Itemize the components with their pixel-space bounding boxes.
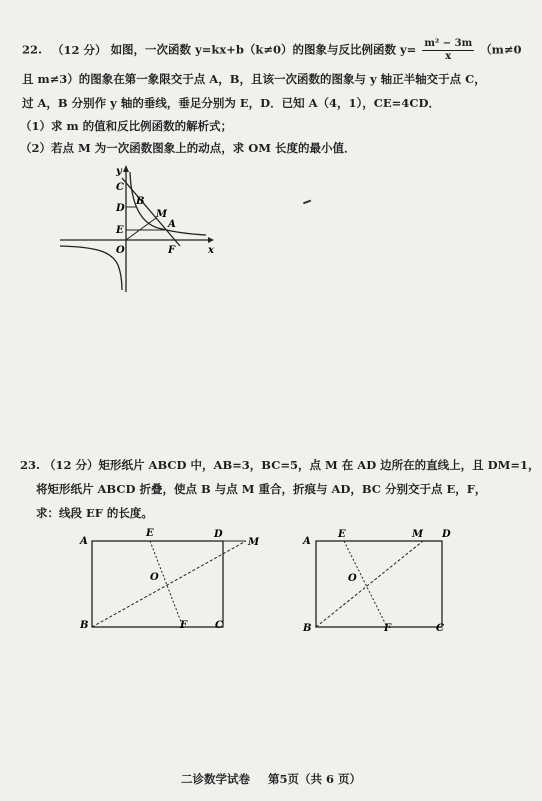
q23-line3: 求：线段 EF 的长度。 — [36, 506, 153, 520]
label-a-2: A — [303, 536, 311, 547]
q22-number: 22. — [22, 42, 43, 57]
q23-line1-text: （12 分）矩形纸片 ABCD 中，AB=3，BC=5，点 M 在 AD 边所在的直线上，且 DM=1， — [44, 458, 540, 472]
label-c: C — [116, 182, 124, 193]
rectangle-abcd — [92, 541, 223, 627]
label-d-2: D — [442, 529, 451, 540]
q22-fraction — [422, 38, 474, 63]
label-a: A — [80, 536, 88, 547]
label-f-2: F — [384, 623, 392, 634]
label-d: D — [214, 529, 223, 540]
q23-line1 — [20, 457, 540, 473]
q23-figure-2 — [296, 524, 461, 636]
label-m: M — [248, 537, 260, 548]
label-d: D — [116, 203, 125, 214]
label-m: M — [156, 209, 168, 220]
label-y: y — [116, 166, 122, 177]
q22-figure — [58, 160, 228, 295]
x-axis-arrow-icon — [208, 237, 214, 243]
footer-page: 第5页（共 6 页） — [268, 772, 362, 786]
label-e: E — [146, 528, 154, 539]
label-c-2: C — [436, 623, 444, 634]
label-f: F — [180, 620, 188, 631]
q22-line1 — [22, 38, 522, 63]
linear-function-line — [122, 178, 180, 246]
label-o: O — [150, 572, 159, 583]
label-f: F — [168, 245, 176, 256]
label-a: A — [168, 219, 176, 230]
label-c: C — [215, 620, 223, 631]
segment-bm-dashed-2 — [316, 541, 423, 627]
q23-line2: 将矩形纸片 ABCD 折叠，使点 B 与点 M 重合，折痕与 AD，BC 分别交于点 E，F， — [36, 482, 487, 496]
q22-line1-b: （m≠0 — [480, 42, 522, 57]
label-m-2: M — [412, 529, 424, 540]
q23-number: 23. — [20, 458, 41, 472]
q23-figure-1 — [78, 524, 268, 636]
segment-om — [126, 218, 156, 240]
q22-score: （12 分） — [52, 42, 107, 57]
stray-mark — [303, 200, 311, 204]
label-o-2: O — [348, 573, 357, 584]
q22-line1-a: 如图，一次函数 y=kx+b（k≠0）的图象与反比例函数 y= — [110, 42, 417, 57]
label-b: B — [136, 196, 145, 207]
label-x: x — [208, 245, 214, 256]
q22-part1: （1）求 m 的值和反比例函数的解析式； — [20, 119, 233, 133]
y-axis-arrow-icon — [123, 165, 129, 172]
q22-line3: 过 A，B 分别作 y 轴的垂线，垂足分别为 E，D．已知 A（4，1），CE=4CD． — [22, 96, 440, 110]
q22-part2: （2）若点 M 为一次函数图象上的动点，求 OM 长度的最小值． — [20, 141, 356, 155]
page-footer — [0, 771, 542, 787]
q22-fraction-denominator: x — [445, 51, 452, 62]
rectangle-abcd-2 — [316, 541, 442, 627]
q22-line2: 且 m≠3）的图象在第一象限交于点 A，B，且该一次函数的图象与 y 轴正半轴交于点 C， — [22, 72, 486, 86]
q22-fraction-numerator: m² − 3m — [424, 38, 473, 49]
crease-ef-dashed — [150, 541, 183, 627]
label-b-2: B — [303, 623, 312, 634]
label-b: B — [80, 620, 89, 631]
label-o: O — [116, 245, 125, 256]
label-e-2: E — [338, 529, 346, 540]
crease-ef-dashed-2 — [344, 541, 387, 627]
label-e: E — [116, 225, 124, 236]
footer-title: 二诊数学试卷 — [180, 772, 250, 786]
hyperbola-branch-3 — [60, 246, 122, 290]
